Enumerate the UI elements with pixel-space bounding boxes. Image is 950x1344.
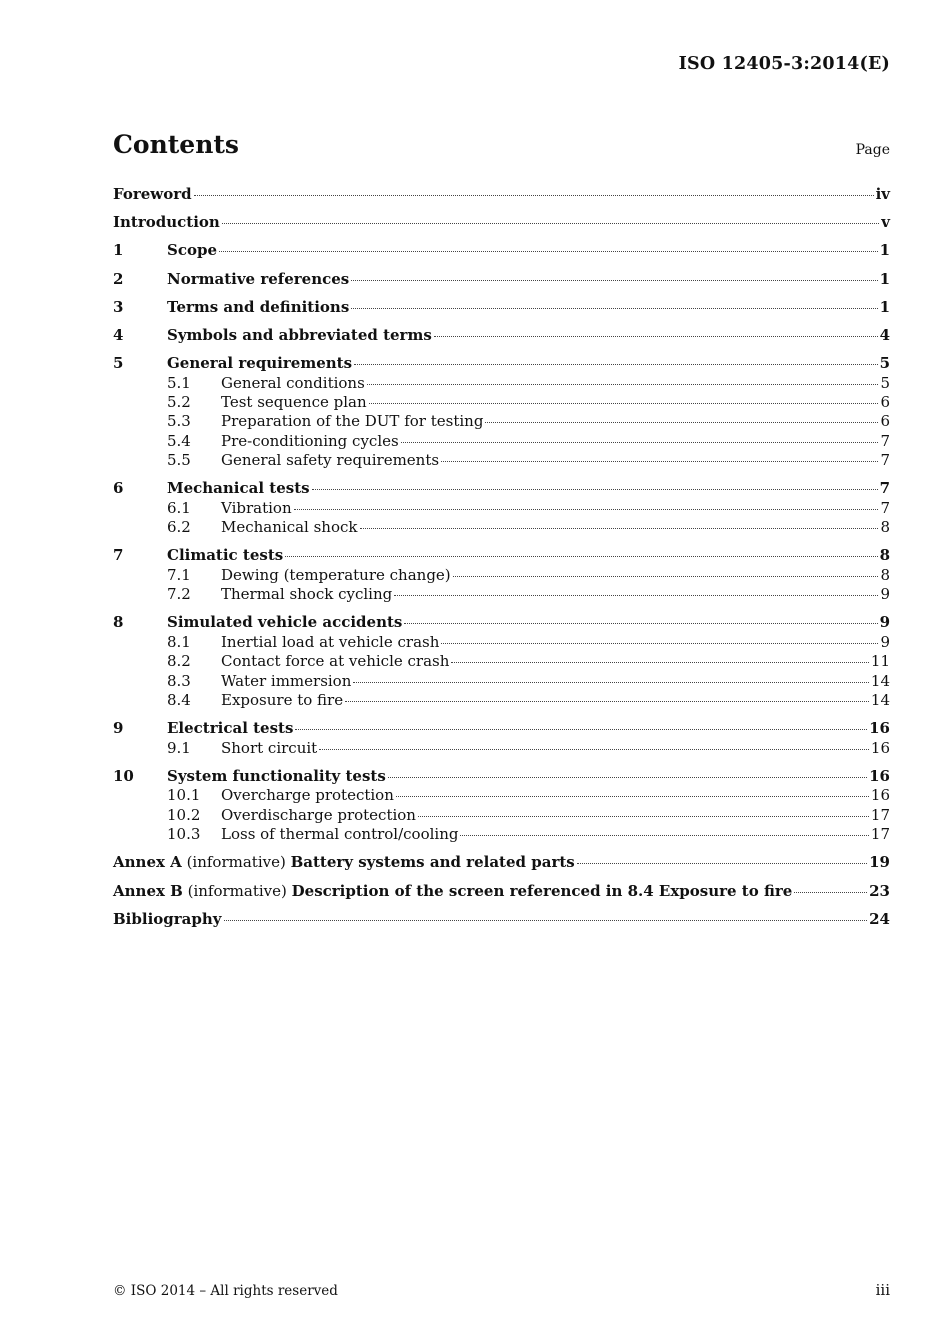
toc-entry-number: 8.3	[167, 671, 191, 690]
table-of-contents	[113, 185, 890, 929]
toc-entry-label: Loss of thermal control/cooling	[221, 825, 459, 844]
toc-entry-label: Water immersion	[221, 671, 352, 690]
toc-page-number: 8	[880, 565, 890, 584]
toc-entry-number: 8	[113, 613, 124, 632]
toc-entry[interactable]	[113, 719, 890, 738]
toc-page-number: 11	[870, 652, 890, 671]
toc-entry-label: Overcharge protection	[221, 786, 394, 805]
toc-entry-number: 10.3	[167, 825, 201, 844]
toc-page-number: 16	[870, 786, 890, 805]
toc-entry-label: General conditions	[221, 373, 365, 392]
dot-leader	[219, 250, 878, 252]
dot-leader	[441, 642, 878, 644]
toc-entry-label: Climatic tests	[167, 546, 284, 565]
toc-entry[interactable]	[113, 479, 890, 498]
annex-designation: Annex B	[113, 881, 183, 900]
toc-page-number: 1	[879, 297, 890, 316]
toc-entry-label: Contact force at vehicle crash	[221, 652, 450, 671]
toc-entry[interactable]	[113, 241, 890, 260]
toc-subentry[interactable]	[113, 412, 890, 431]
dot-leader	[388, 776, 867, 778]
toc-page-number: 7	[880, 498, 890, 517]
dot-leader	[794, 891, 867, 893]
dot-leader	[354, 363, 878, 365]
toc-entry-number: 9.1	[167, 738, 191, 757]
toc-entry-label: Mechanical tests	[167, 479, 310, 498]
page-column-label: Page	[855, 142, 890, 158]
toc-entry-number: 8.4	[167, 691, 191, 710]
toc-subentry[interactable]	[113, 691, 890, 710]
toc-entry[interactable]	[113, 853, 890, 872]
toc-page-number: 6	[880, 393, 890, 412]
dot-leader	[345, 700, 869, 702]
toc-entry-label	[113, 853, 575, 872]
toc-page-number: 17	[870, 805, 890, 824]
toc-entry-number: 2	[113, 269, 124, 288]
dot-leader	[360, 527, 879, 529]
toc-entry-label: Mechanical shock	[221, 518, 358, 537]
toc-subentry[interactable]	[113, 825, 890, 844]
toc-entry-label: Vibration	[221, 498, 292, 517]
dot-leader	[451, 661, 869, 663]
toc-entry-label: Inertial load at vehicle crash	[221, 632, 440, 651]
dot-leader	[460, 834, 868, 836]
toc-entry-label: Electrical tests	[167, 719, 294, 738]
toc-entry-number: 4	[113, 326, 124, 345]
toc-entry-label: Preparation of the DUT for testing	[221, 412, 484, 431]
toc-entry-number: 6.2	[167, 518, 191, 537]
toc-entry-number: 10.1	[167, 786, 201, 805]
toc-page-number: v	[881, 213, 890, 232]
toc-entry-label: System functionality tests	[167, 766, 386, 785]
toc-page-number: 8	[880, 518, 890, 537]
toc-page-number: 8	[879, 546, 890, 565]
toc-entry[interactable]	[113, 882, 890, 901]
dot-leader	[485, 421, 878, 423]
contents-heading	[113, 130, 890, 166]
toc-entry-number: 3	[113, 297, 124, 316]
toc-subentry[interactable]	[113, 806, 890, 825]
toc-entry-label: Scope	[167, 241, 218, 260]
toc-entry-label: Simulated vehicle accidents	[167, 613, 403, 632]
toc-page-number: 6	[880, 412, 890, 431]
toc-subentry[interactable]	[113, 432, 890, 451]
toc-entry-label: Dewing (temperature change)	[221, 565, 451, 584]
toc-subentry[interactable]	[113, 499, 890, 518]
toc-subentry[interactable]	[113, 739, 890, 758]
dot-leader	[224, 919, 868, 921]
toc-page-number: 23	[869, 881, 890, 900]
toc-subentry[interactable]	[113, 566, 890, 585]
annex-type: (informative)	[181, 853, 291, 872]
dot-leader	[401, 441, 879, 443]
dot-leader	[194, 194, 874, 196]
toc-entry-number: 10.2	[167, 805, 201, 824]
toc-subentry[interactable]	[113, 672, 890, 691]
dot-leader	[577, 862, 867, 864]
toc-subentry[interactable]	[113, 652, 890, 671]
dot-leader	[319, 748, 869, 750]
dot-leader	[222, 222, 879, 224]
toc-entry-number: 10	[113, 766, 134, 785]
toc-page-number: 5	[880, 373, 890, 392]
toc-entry[interactable]	[113, 354, 890, 373]
toc-page-number: 14	[870, 671, 890, 690]
toc-page-number: 9	[880, 632, 890, 651]
toc-entry[interactable]	[113, 546, 890, 565]
dot-leader	[367, 383, 879, 385]
toc-page-number: 16	[870, 738, 890, 757]
toc-page-number: 1	[879, 241, 890, 260]
toc-entry-label: Bibliography	[113, 909, 222, 928]
dot-leader	[351, 307, 877, 309]
annex-title: Battery systems and related parts	[290, 853, 575, 872]
toc-entry-label: Overdischarge protection	[221, 805, 416, 824]
toc-page-number: iv	[875, 185, 890, 203]
dot-leader	[453, 575, 879, 577]
toc-entry-label: General requirements	[167, 354, 353, 373]
toc-subentry[interactable]	[113, 374, 890, 393]
dot-leader	[434, 335, 878, 337]
dot-leader	[312, 488, 878, 490]
toc-entry-label: Introduction	[113, 213, 220, 232]
toc-page-number: 24	[869, 909, 890, 928]
dot-leader	[394, 594, 878, 596]
toc-subentry[interactable]	[113, 786, 890, 805]
toc-page-number: 7	[880, 451, 890, 470]
annex-type: (informative)	[182, 881, 292, 900]
toc-subentry[interactable]	[113, 585, 890, 604]
toc-entry[interactable]	[113, 767, 890, 786]
toc-page-number: 7	[879, 479, 890, 498]
toc-entry-number: 1	[113, 241, 124, 260]
annex-title: Description of the screen referenced in 8.4 Exposure to fire	[291, 881, 793, 900]
toc-entry-number: 5.1	[167, 373, 191, 392]
toc-entry[interactable]	[113, 213, 890, 232]
toc-entry[interactable]	[113, 298, 890, 317]
toc-entry-number: 5.3	[167, 412, 191, 431]
toc-entry-label: Normative references	[167, 269, 350, 288]
toc-page-number: 1	[879, 269, 890, 288]
dot-leader	[294, 508, 879, 510]
toc-entry-label: Test sequence plan	[221, 393, 367, 412]
toc-entry-label: Pre-conditioning cycles	[221, 431, 399, 450]
toc-page-number: 4	[879, 326, 890, 345]
toc-entry-number: 5.5	[167, 451, 191, 470]
dot-leader	[285, 555, 877, 557]
page-title: Contents	[113, 130, 240, 159]
toc-entry-number: 8.1	[167, 632, 191, 651]
toc-page-number: 16	[869, 719, 890, 738]
toc-entry-label: Symbols and abbreviated terms	[167, 326, 432, 345]
toc-page-number: 14	[870, 691, 890, 710]
toc-entry-number: 9	[113, 719, 124, 738]
dot-leader	[404, 622, 877, 624]
toc-page-number: 7	[880, 431, 890, 450]
toc-page-number: 19	[869, 853, 890, 872]
toc-page-number: 17	[870, 825, 890, 844]
toc-entry-number: 7.1	[167, 565, 191, 584]
dot-leader	[295, 728, 867, 730]
toc-entry-number: 6.1	[167, 498, 191, 517]
annex-designation: Annex A	[113, 853, 182, 872]
toc-subentry[interactable]	[113, 633, 890, 652]
toc-entry[interactable]	[113, 185, 890, 204]
toc-entry[interactable]	[113, 910, 890, 929]
dot-leader	[351, 279, 877, 281]
toc-page-number: 9	[880, 585, 890, 604]
toc-subentry[interactable]	[113, 393, 890, 412]
toc-entry-number: 8.2	[167, 652, 191, 671]
dot-leader	[369, 402, 879, 404]
toc-entry-number: 5.4	[167, 431, 191, 450]
toc-entry-label: Thermal shock cycling	[221, 585, 393, 604]
dot-leader	[441, 460, 878, 462]
toc-entry-number: 5	[113, 354, 124, 373]
toc-entry-number: 6	[113, 479, 124, 498]
toc-page-number: 5	[879, 354, 890, 373]
dot-leader	[396, 795, 869, 797]
toc-entry-number: 7.2	[167, 585, 191, 604]
toc-entry-number: 7	[113, 546, 124, 565]
toc-entry[interactable]	[113, 270, 890, 289]
toc-entry[interactable]	[113, 326, 890, 345]
toc-entry-number: 5.2	[167, 393, 191, 412]
page-number: iii	[875, 1281, 890, 1299]
toc-entry-label: Terms and definitions	[167, 297, 350, 316]
toc-entry[interactable]	[113, 613, 890, 632]
dot-leader	[353, 681, 869, 683]
toc-entry-label	[113, 882, 792, 901]
toc-entry-label: Exposure to fire	[221, 691, 344, 710]
toc-page-number: 9	[879, 613, 890, 632]
toc-entry-label: Short circuit	[221, 738, 318, 757]
standard-identifier: ISO 12405-3:2014(E)	[678, 54, 890, 74]
dot-leader	[418, 815, 869, 817]
toc-entry-label: Foreword	[113, 185, 192, 203]
copyright-notice: © ISO 2014 – All rights reserved	[113, 1283, 338, 1299]
toc-page-number: 16	[869, 766, 890, 785]
toc-entry-label: General safety requirements	[221, 451, 440, 470]
toc-subentry[interactable]	[113, 518, 890, 537]
toc-subentry[interactable]	[113, 451, 890, 470]
